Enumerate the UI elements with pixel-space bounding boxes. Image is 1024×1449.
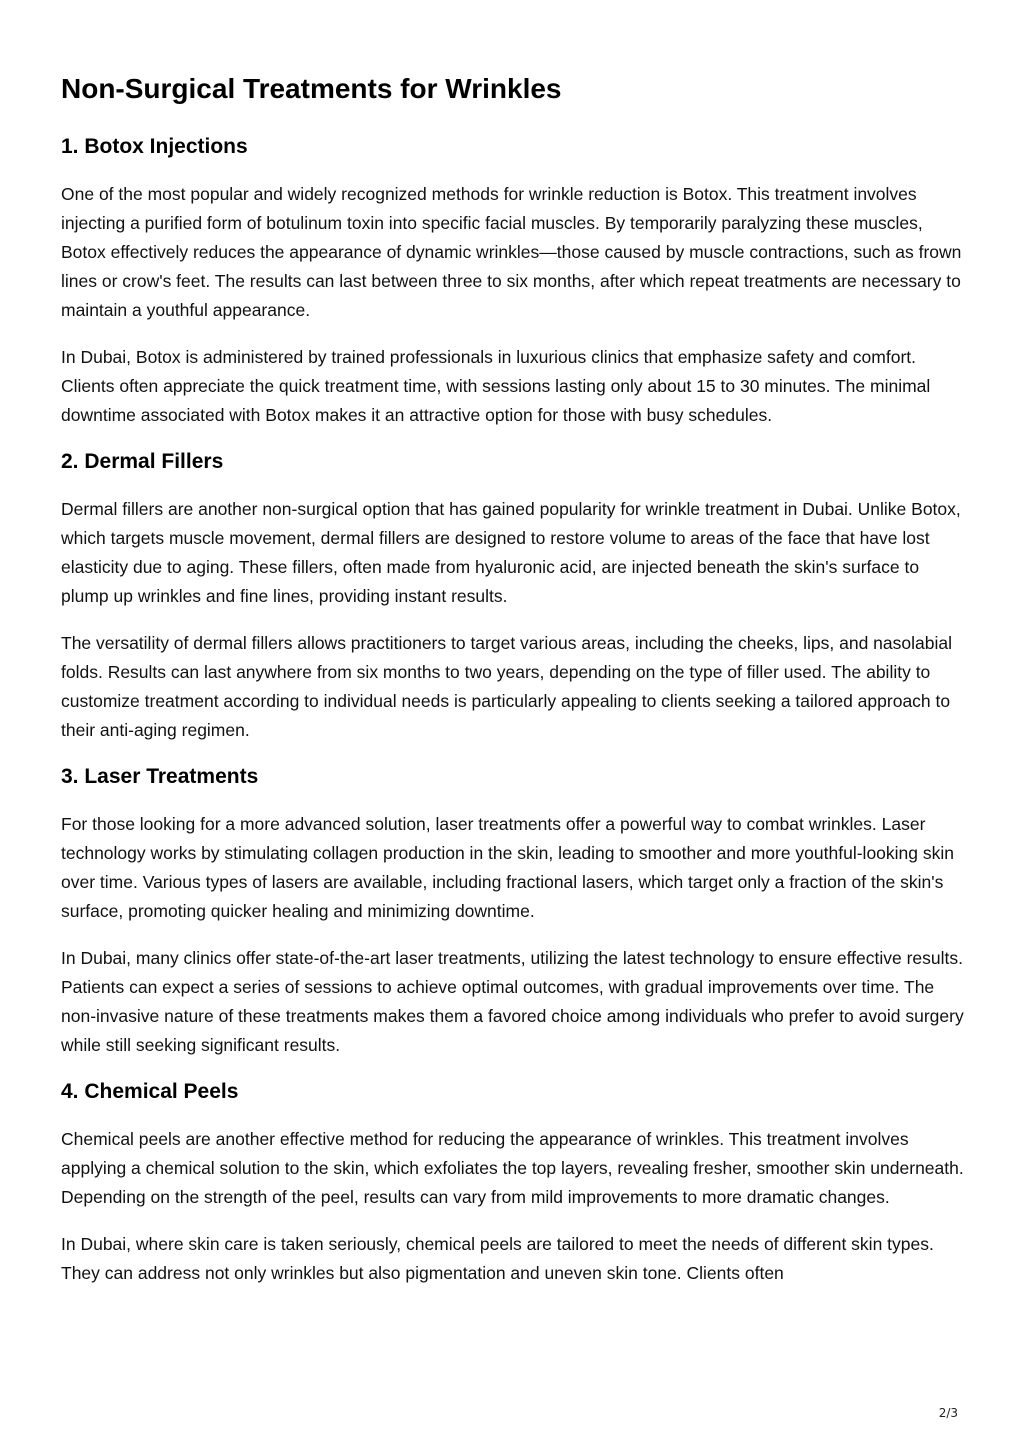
page-title: Non-Surgical Treatments for Wrinkles xyxy=(61,73,562,104)
section-chemical-peels xyxy=(61,1078,971,1288)
section-heading-dermal-fillers: 2. Dermal Fillers xyxy=(61,450,224,473)
section-heading-botox: 1. Botox Injections xyxy=(61,135,248,158)
section-dermal-fillers xyxy=(61,448,971,745)
paragraph-laser-2: In Dubai, many clinics offer state-of-the-art laser treatments, utilizing the latest technology to ensure effective results. Patients can expect a series of sessions to achieve optimal outcomes, with gradual improvements over time. The non-invasive nature of these treatments makes them a favored choice among individuals who prefer to avoid surgery while still seeking significant results. xyxy=(61,948,964,1055)
document-page xyxy=(61,70,971,1306)
section-heading-laser: 3. Laser Treatments xyxy=(61,765,259,788)
paragraph-botox-2: In Dubai, Botox is administered by trained professionals in luxurious clinics that emphasize safety and comfort. Clients often appreciate the quick treatment time, with sessions lasting only about 15 to 30 minutes. The minimal downtime associated with Botox makes it an attractive option for those with busy schedules. xyxy=(61,347,931,425)
paragraph-laser-1: For those looking for a more advanced solution, laser treatments offer a powerful way to combat wrinkles. Laser technology works by stimulating collagen production in the skin, leading to smoother and more youthful-looking skin over time. Various types of lasers are available, including fractional lasers, which target only a fraction of the skin's surface, promoting quicker healing and minimizing downtime. xyxy=(61,814,954,921)
section-heading-chemical-peels: 4. Chemical Peels xyxy=(61,1080,239,1103)
paragraph-fillers-2: The versatility of dermal fillers allows practitioners to target various areas, including the cheeks, lips, and nasolabial folds. Results can last anywhere from six months to two years, depending on the type of filler used. The ability to customize treatment according to individual needs is particularly appealing to clients seeking a tailored approach to their anti-aging regimen. xyxy=(61,633,952,740)
paragraph-fillers-1: Dermal fillers are another non-surgical option that has gained popularity for wrinkle treatment in Dubai. Unlike Botox, which targets muscle movement, dermal fillers are designed to restore volume to areas of the face that have lost elasticity due to aging. These fillers, often made from hyaluronic acid, are injected beneath the skin's surface to plump up wrinkles and fine lines, providing instant results. xyxy=(61,499,961,606)
paragraph-botox-1: One of the most popular and widely recognized methods for wrinkle reduction is Botox. This treatment involves injecting a purified form of botulinum toxin into specific facial muscles. By temporarily paralyzing these muscles, Botox effectively reduces the appearance of dynamic wrinkles—those caused by muscle contractions, such as frown lines or crow's feet. The results can last between three to six months, after which repeat treatments are necessary to maintain a youthful appearance. xyxy=(61,184,962,320)
page-number: 2/3 xyxy=(938,1406,958,1420)
paragraph-peels-2: In Dubai, where skin care is taken seriously, chemical peels are tailored to meet the needs of different skin types. They can address not only wrinkles but also pigmentation and uneven skin tone. Clients often xyxy=(61,1234,934,1283)
paragraph-peels-1: Chemical peels are another effective method for reducing the appearance of wrinkles. This treatment involves applying a chemical solution to the skin, which exfoliates the top layers, revealing fresher, smoother skin underneath. Depending on the strength of the peel, results can vary from mild improvements to more dramatic changes. xyxy=(61,1129,964,1207)
section-laser xyxy=(61,763,971,1060)
section-botox xyxy=(61,133,971,430)
